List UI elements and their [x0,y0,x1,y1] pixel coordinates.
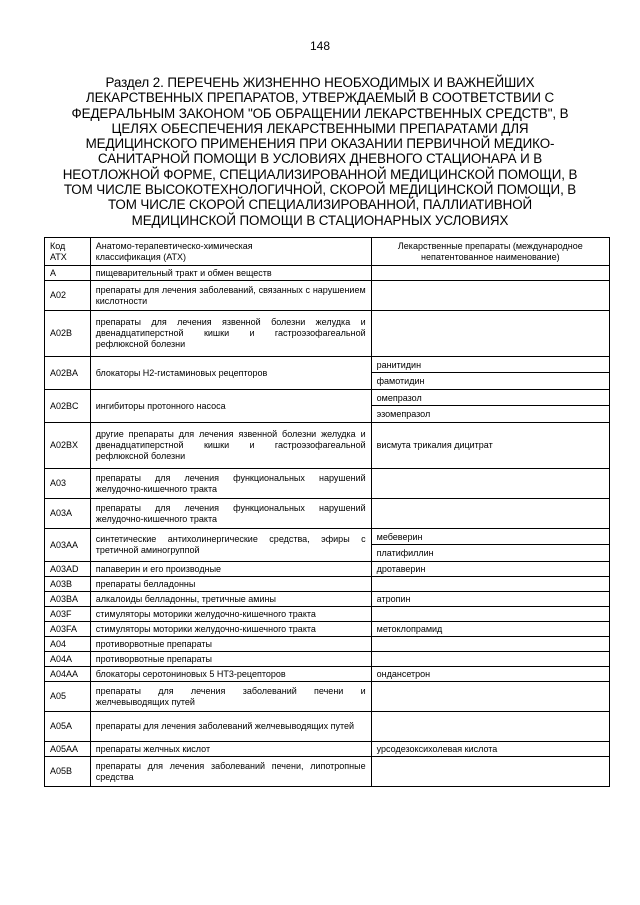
table-row [45,682,610,712]
atc-code-cell: A05AA [45,742,91,757]
table-row [45,311,610,357]
drug-name: урсодезоксихолевая кислота [376,743,498,754]
atc-classification-cell: препараты для лечения язвенной болезни желудка и двенадцатиперстной кишки и гастроэзофагеальной рефлюксной болезни [90,311,371,357]
drug-names-cell [371,577,609,592]
drug-names-cell [371,592,609,607]
table-header-row [45,238,610,266]
atc-classification-cell: стимуляторы моторики желудочно-кишечного тракта [90,622,371,637]
drug-name: фамотидин [376,376,425,386]
atc-code-cell: A02BX [45,423,91,469]
atc-classification-cell: препараты для лечения заболеваний печени и желчевыводящих путей [90,682,371,712]
atc-classification-cell: папаверин и его производные [90,562,371,577]
atc-classification-cell: противорвотные препараты [90,637,371,652]
atc-classification-cell: противорвотные препараты [90,652,371,667]
drug-names-cell [371,712,609,742]
table-row [45,757,610,787]
atc-code-cell: А [45,266,91,281]
table-row [45,357,610,390]
atc-classification-cell: стимуляторы моторики желудочно-кишечного тракта [90,607,371,622]
drug-names-cell [371,281,609,311]
header-drugs: Лекарственные препараты (международное непатентованное наименование) [371,238,609,266]
atc-classification-cell: алкалоиды белладонны, третичные амины [90,592,371,607]
table-row [45,667,610,682]
atc-classification-cell: другие препараты для лечения язвенной болезни желудка и двенадцатиперстной кишки и гастроэзофагеальной рефлюксной болезни [90,423,371,469]
drug-names-cell [371,757,609,787]
drug-names-cell [371,311,609,357]
table-row [45,637,610,652]
atc-classification-cell: синтетические антихолинергические средства, эфиры с третичной аминогруппой [90,529,371,562]
drug-names-cell [371,562,609,577]
table-body [45,266,610,787]
atc-classification-cell: препараты для лечения заболеваний, связанных с нарушением кислотности [90,281,371,311]
atc-classification-cell: блокаторы Н2-гистаминовых рецепторов [90,357,371,390]
drug-name: висмута трикалия дицитрат [376,440,493,450]
table-row [45,742,610,757]
header-classification: Анатомо-терапевтическо-химическая классификация (АТХ) [90,238,371,266]
drug-names-cell [371,529,609,562]
drug-name: атропин [376,593,411,604]
table-row [45,652,610,667]
atc-code-cell: A03AD [45,562,91,577]
table-row [45,281,610,311]
drug-list-table [44,237,610,787]
atc-classification-cell: препараты для лечения заболеваний желчевыводящих путей [90,712,371,742]
drug-names-cell [371,637,609,652]
drug-names-cell [371,667,609,682]
drug-name: ондансетрон [376,668,431,679]
atc-code-cell: A03B [45,577,91,592]
atc-code-cell: A05B [45,757,91,787]
atc-code-cell: A04A [45,652,91,667]
atc-code-cell: A02BC [45,390,91,423]
table-row [45,622,610,637]
drug-names-cell [371,266,609,281]
table-row [45,266,610,281]
atc-code-cell: A03F [45,607,91,622]
table-row [45,423,610,469]
table-row [45,577,610,592]
atc-classification-cell: препараты белладонны [90,577,371,592]
table-row [45,607,610,622]
table-row [45,592,610,607]
drug-name: мебеверин [372,529,609,545]
drug-names-cell [371,499,609,529]
atc-code-cell: A05A [45,712,91,742]
drug-names-cell [371,423,609,469]
atc-code-cell: A05 [45,682,91,712]
atc-code-cell: A03AA [45,529,91,562]
drug-name: ранитидин [372,357,609,373]
drug-names-cell [371,357,609,390]
drug-name: дротаверин [376,563,426,574]
drug-names-cell [371,469,609,499]
table-row [45,390,610,423]
atc-code-cell: A03BA [45,592,91,607]
drug-names-cell [371,652,609,667]
drug-names-cell [371,682,609,712]
table-row [45,562,610,577]
atc-classification-cell: препараты для лечения функциональных нарушений желудочно-кишечного тракта [90,499,371,529]
atc-classification-cell: препараты желчных кислот [90,742,371,757]
atc-code-cell: A02BA [45,357,91,390]
atc-code-cell: A04 [45,637,91,652]
drug-name: омепразол [372,390,609,406]
atc-code-cell: A03 [45,469,91,499]
atc-code-cell: A03A [45,499,91,529]
drug-names-cell [371,390,609,423]
drug-name: метоклопрамид [376,623,443,634]
atc-code-cell: A02B [45,311,91,357]
drug-name: эзомепразол [376,409,431,419]
atc-classification-cell: блокаторы серотониновых 5 НТ3-рецепторов [90,667,371,682]
atc-classification-cell: препараты для лечения функциональных нарушений желудочно-кишечного тракта [90,469,371,499]
table-row [45,529,610,562]
page-number: 148 [309,39,331,53]
atc-classification-cell: препараты для лечения заболеваний печени, липотропные средства [90,757,371,787]
drug-names-cell [371,622,609,637]
atc-classification-cell: пищеварительный тракт и обмен веществ [90,266,371,281]
atc-code-cell: A04AA [45,667,91,682]
atc-classification-cell: ингибиторы протонного насоса [90,390,371,423]
atc-code-cell: A02 [45,281,91,311]
table-row [45,499,610,529]
table-row [45,469,610,499]
drug-name: платифиллин [376,548,434,558]
drug-names-cell [371,607,609,622]
drug-names-cell [371,742,609,757]
section-title: Раздел 2. ПЕРЕЧЕНЬ ЖИЗНЕННО НЕОБХОДИМЫХ И ВАЖНЕЙШИХ ЛЕКАРСТВЕННЫХ ПРЕПАРАТОВ, УТВЕРЖДАЕМЫЙ В СООТВЕТСТВИИ С ФЕДЕРАЛЬНЫМ ЗАКОНОМ "ОБ ОБРАЩЕНИИ ЛЕКАРСТВЕННЫХ СРЕДСТВ", В ЦЕЛЯХ ОБЕСПЕЧЕНИЯ ЛЕКАРСТВЕННЫМИ ПРЕПАРАТАМИ ДЛЯ МЕДИЦИНСКОГО ПРИМЕНЕНИЯ ПРИ ОКАЗАНИИ ПЕРВИЧНОЙ МЕДИКО- САНИТАРНОЙ ПОМОЩИ В УСЛОВИЯХ ДНЕВНОГО СТАЦИОНАРА И В НЕОТЛОЖНОЙ ФОРМЕ, СПЕЦИАЛИЗИРОВАННОЙ МЕДИЦИНСКОЙ ПОМОЩИ, В ТОМ ЧИСЛЕ ВЫСОКОТЕХНОЛОГИЧНОЙ, СКОРОЙ МЕДИЦИНСКОЙ ПОМОЩИ, В ТОМ ЧИСЛЕ СКОРОЙ СПЕЦИАЛИЗИРОВАННОЙ, ПАЛЛИАТИВНОЙ МЕДИЦИНСКОЙ ПОМОЩИ В СТАЦИОНАРНЫХ УСЛОВИЯХ [62,75,578,228]
atc-code-cell: A03FA [45,622,91,637]
table-row [45,712,610,742]
header-code: Код АТХ [45,238,91,266]
